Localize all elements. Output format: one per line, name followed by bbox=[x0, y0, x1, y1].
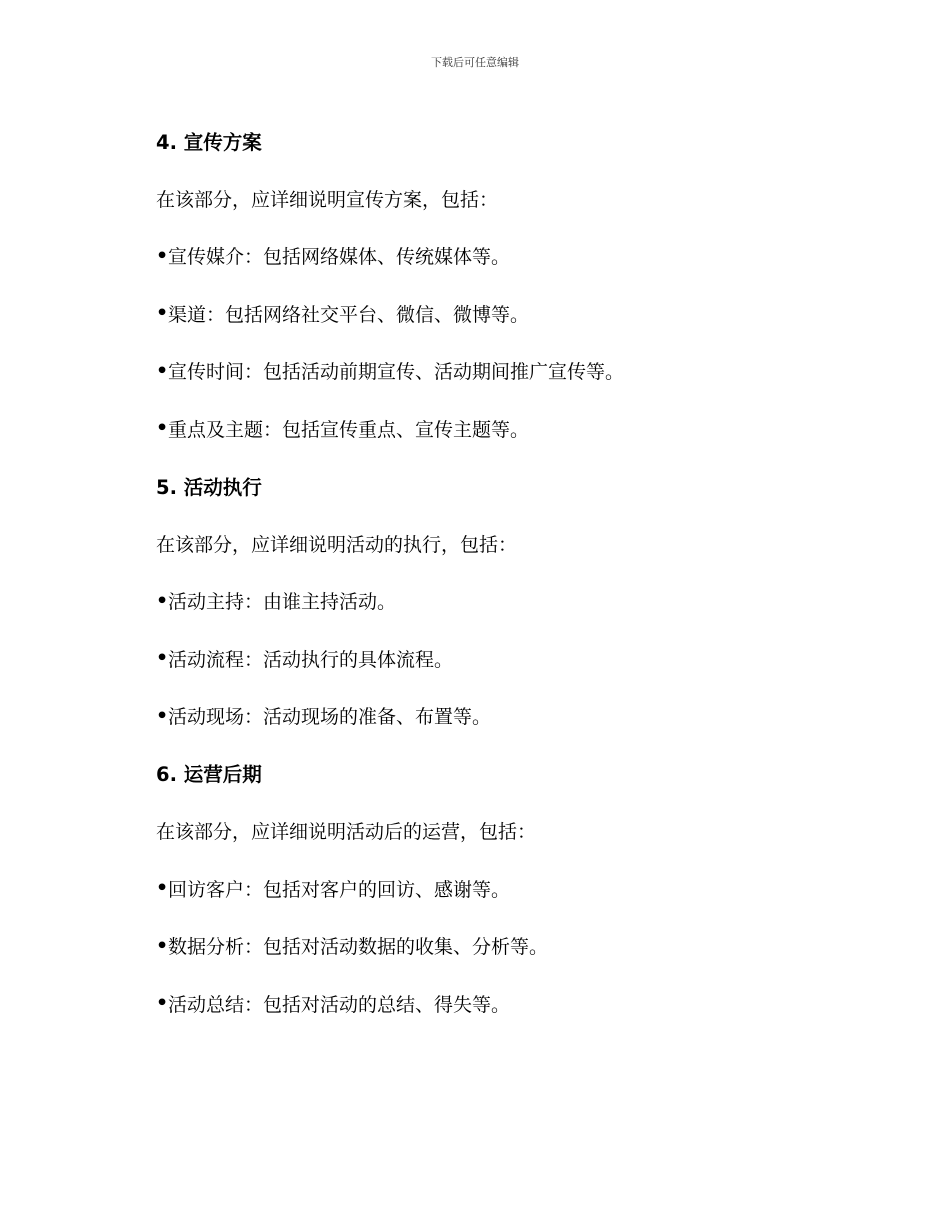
section-heading: 5. 活动执行 bbox=[156, 475, 262, 499]
list-item bbox=[156, 630, 856, 688]
section-intro: 在该部分，应详细说明活动的执行，包括： bbox=[156, 533, 518, 556]
section-intro: 在该部分，应详细说明宣传方案，包括： bbox=[156, 188, 499, 211]
list-item-text: 活动流程：活动执行的具体流程。 bbox=[168, 648, 454, 671]
bullet-icon: • bbox=[156, 302, 169, 325]
list-item bbox=[156, 400, 856, 458]
section-heading: 4. 宣传方案 bbox=[156, 130, 262, 154]
list-item bbox=[156, 285, 856, 343]
bullet-icon: • bbox=[156, 359, 169, 382]
section-heading: 6. 运营后期 bbox=[156, 763, 262, 787]
section-intro: 在该部分，应详细说明活动后的运营，包括： bbox=[156, 821, 537, 844]
list-item-text: 渠道：包括网络社交平台、微信、微博等。 bbox=[168, 303, 530, 326]
document-body bbox=[156, 112, 856, 1032]
list-item bbox=[156, 917, 856, 975]
list-item-text: 数据分析：包括对活动数据的收集、分析等。 bbox=[168, 936, 549, 959]
bullet-icon: • bbox=[156, 934, 169, 957]
bullet-icon: • bbox=[156, 417, 169, 440]
list-item-text: 回访客户：包括对客户的回访、感谢等。 bbox=[168, 878, 511, 901]
list-item bbox=[156, 860, 856, 918]
bullet-icon: • bbox=[156, 589, 169, 612]
header-note: 下载后可任意编辑 bbox=[431, 56, 519, 69]
list-item-text: 重点及主题：包括宣传重点、宣传主题等。 bbox=[168, 418, 530, 441]
bullet-icon: • bbox=[156, 704, 169, 727]
list-item bbox=[156, 975, 856, 1033]
bullet-icon: • bbox=[156, 877, 169, 900]
list-item-text: 活动现场：活动现场的准备、布置等。 bbox=[168, 706, 492, 729]
list-item bbox=[156, 342, 856, 400]
list-item-text: 活动主持：由谁主持活动。 bbox=[168, 591, 397, 614]
bullet-icon: • bbox=[156, 992, 169, 1015]
bullet-icon: • bbox=[156, 244, 169, 267]
bullet-icon: • bbox=[156, 647, 169, 670]
list-item-text: 活动总结：包括对活动的总结、得失等。 bbox=[168, 993, 511, 1016]
list-item-text: 宣传媒介：包括网络媒体、传统媒体等。 bbox=[168, 246, 511, 269]
list-item bbox=[156, 572, 856, 630]
list-item bbox=[156, 227, 856, 285]
list-item bbox=[156, 687, 856, 745]
list-item-text: 宣传时间：包括活动前期宣传、活动期间推广宣传等。 bbox=[168, 361, 625, 384]
